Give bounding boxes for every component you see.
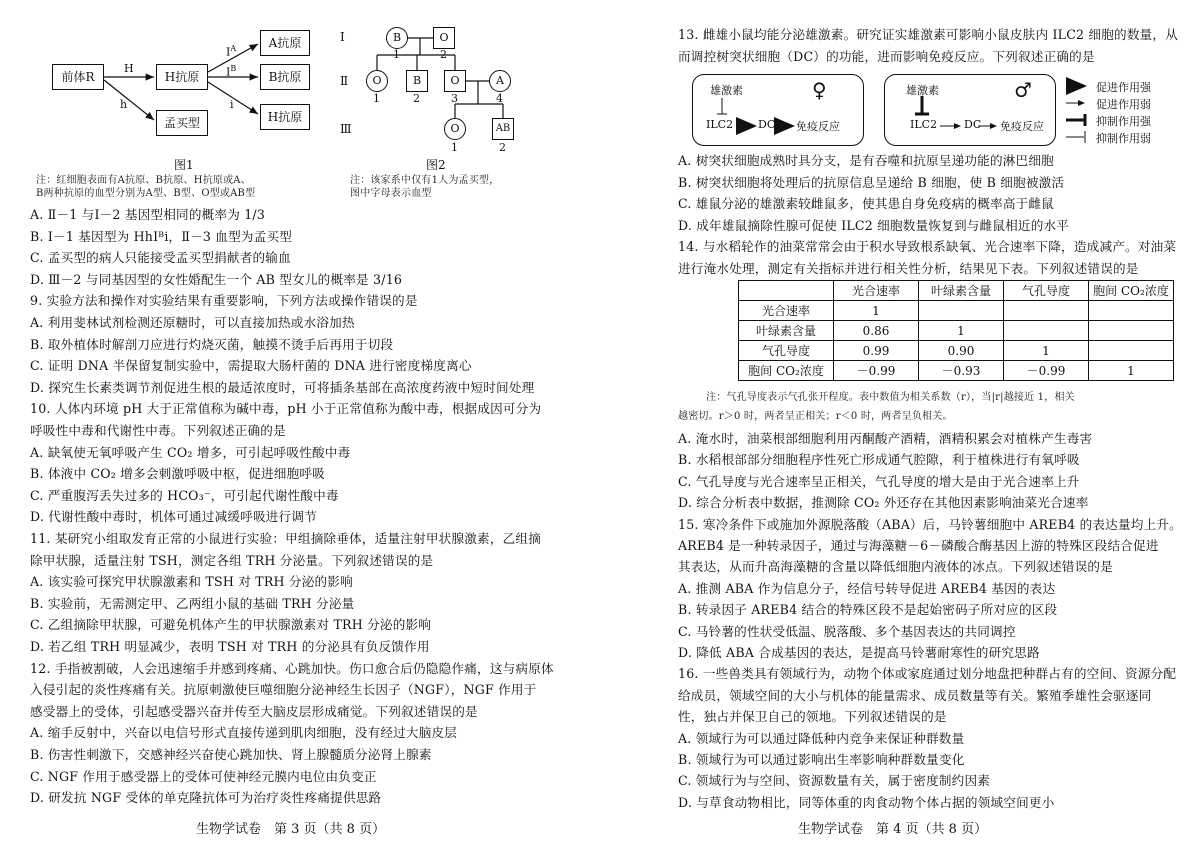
- answer-option: A. 缩手反射中，兴奋以电信号形式直接传递到肌肉细胞，没有经过大脑皮层: [30, 725, 458, 741]
- male-symbol: ♂: [1014, 78, 1032, 102]
- answer-option: C. 马铃薯的性状受低温、脱落酸、多个基因表达的共同调控: [678, 623, 1016, 639]
- table-row-label: 气孔导度: [739, 341, 834, 361]
- table-cell: [1004, 301, 1089, 321]
- table-cell: [919, 301, 1004, 321]
- h-antigen-box: H抗原: [156, 64, 208, 90]
- pedigree-III-1-female: O: [444, 118, 466, 140]
- answer-option: B. 水稻根部部分细胞程序性死亡形成通气腔隙，利于植株进行有氧呼吸: [678, 452, 1080, 468]
- question-stem-line: 9. 实验方法和操作对实验结果有重要影响，下列方法或操作错误的是: [30, 293, 418, 309]
- table-row-label: 胞间 CO₂浓度: [739, 361, 834, 381]
- legend-weak-inhibit: 抑制作用弱: [1096, 132, 1151, 145]
- male-hormone-label: 雄激素: [906, 84, 939, 97]
- female-hormone-label: 雄激素: [710, 84, 743, 97]
- table-cell: 0.90: [919, 341, 1004, 361]
- h-antigen-result-box: H抗原: [260, 104, 310, 130]
- table-cell: 1: [834, 301, 919, 321]
- bombay-type-box: 孟买型: [156, 110, 208, 136]
- question-stem-line: 11. 某研究小组取发育正常的小鼠进行实验：甲组摘除垂体，适量注射甲状腺激素，乙组摘: [30, 531, 541, 546]
- female-immune-label: 免疫反应: [796, 120, 840, 133]
- table-header-cell: 气孔导度: [1004, 281, 1089, 301]
- answer-option: C. 证明 DNA 半保留复制实验中，需提取大肠杆菌的 DNA 进行密度梯度离心: [30, 358, 472, 374]
- answer-option: A. 淹水时，油菜根部细胞利用丙酮酸产酒精，酒精积累会对植株产生毒害: [678, 431, 1093, 446]
- table-header-cell: 光合速率: [834, 281, 919, 301]
- table-cell: 1: [1089, 361, 1174, 381]
- answer-option: C. 雄鼠分泌的雄激素较雌鼠多，使其患自身免疫病的概率高于雌鼠: [678, 196, 1055, 211]
- pedigree-II-4-female: A: [489, 70, 511, 92]
- question-stem-line: 16. 一些兽类具有领域行为，动物个体或家庭通过划分地盘把种群占有的空间、资源分配: [678, 666, 1177, 682]
- figure-1-note-line-1: 注：红细胞表面有A抗原、B抗原、H抗原或A、: [36, 175, 251, 186]
- male-immune-label: 免疫反应: [1000, 120, 1044, 133]
- answer-option: D. Ⅲ－2 与同基因型的女性婚配生一个 AB 型女儿的概率是 3/16: [30, 271, 403, 287]
- generation-III-label: Ⅲ: [340, 122, 352, 136]
- table-row: [739, 321, 1174, 341]
- question-stem-line: 13. 雌雄小鼠均能分泌雄激素。研究证实雄激素可影响小鼠皮肤内 ILC2 细胞的数量，从: [678, 27, 1179, 42]
- question-stem-continuation: 入侵引起的炎性疼痛有关。抗原刺激使巨噬细胞分泌神经生长因子（NGF），NGF 作用于: [30, 682, 537, 698]
- legend-weak-promote: 促进作用弱: [1096, 98, 1151, 111]
- generation-II-label: Ⅱ: [340, 74, 349, 88]
- table-row: [739, 341, 1174, 361]
- table-header-row: [739, 281, 1174, 301]
- male-ilc2-label: ILC2: [910, 118, 938, 131]
- answer-option: B. 取外植体时解剖刀应进行灼烧灭菌，触摸不烫手后再用于切段: [30, 336, 394, 352]
- answer-option: C. 领域行为与空间、资源数量有关，属于密度制约因素: [678, 773, 991, 789]
- pedigree-III-1-number: 1: [451, 141, 458, 154]
- table-cell: －0.93: [919, 361, 1004, 381]
- left-page-footer: 生物学试卷 第 3 页（共 8 页）: [196, 822, 386, 837]
- pedigree-II-3-number: 3: [451, 92, 458, 105]
- answer-option: B. 领域行为可以通过影响出生率影响种群数量变化: [678, 752, 965, 767]
- gene-i-label: i: [230, 98, 234, 111]
- question-stem-line: 12. 手指被割破，人会迅速缩手并感到疼痛、心跳加快。伤口愈合后仍隐隐作痛，这与病原体: [30, 660, 554, 676]
- gene-h-label: h: [120, 98, 128, 111]
- question-stem-continuation: 给成员，领域空间的大小与机体的能量需求、成员数量等有关。繁殖季雄性会驱逐同: [678, 687, 1152, 703]
- table-row: [739, 301, 1174, 321]
- answer-option: C. 乙组摘除甲状腺，可避免机体产生的甲状腺激素对 TRH 分泌的影响: [30, 617, 432, 633]
- answer-option: B. Ⅰ－1 基因型为 HhIᴮi，Ⅱ－3 血型为孟买型: [30, 228, 293, 244]
- answer-option: D. 研发抗 NGF 受体的单克隆抗体可为治疗炎性疼痛提供思路: [30, 790, 382, 806]
- answer-option: B. 体液中 CO₂ 增多会刺激呼吸中枢，促进细胞呼吸: [30, 466, 325, 482]
- answer-option: C. 严重腹泻丢失过多的 HCO₃⁻，可引起代谢性酸中毒: [30, 487, 339, 503]
- table-cell: [1089, 321, 1174, 341]
- female-dc-label: DC: [758, 118, 776, 131]
- figure-2-note-line-2: 图中字母表示血型: [350, 188, 432, 199]
- table-header-cell: 胞间 CO₂浓度: [1089, 281, 1174, 301]
- answer-option: A. 缺氧使无氧呼吸产生 CO₂ 增多，可引起呼吸性酸中毒: [30, 444, 351, 460]
- pedigree-II-1-female: O: [366, 70, 388, 92]
- pedigree-III-2-male: AB: [492, 118, 514, 140]
- pedigree-II-4-number: 4: [496, 92, 503, 105]
- table-row-label: 叶绿素含量: [739, 321, 834, 341]
- answer-option: A. 推测 ABA 作为信息分子，经信号转导促进 AREB4 基因的表达: [678, 580, 1056, 596]
- pedigree-II-3-male: O: [444, 70, 466, 92]
- figure-2-caption: 图2: [426, 158, 446, 172]
- a-antigen-box: A抗原: [260, 30, 310, 56]
- table-note-line-2: 越密切。r＞0 时，两者呈正相关；r＜0 时，两者呈负相关。: [678, 411, 953, 422]
- answer-option: C. 孟买型的病人只能接受孟买型捐献者的输血: [30, 250, 291, 266]
- table-cell: [1089, 341, 1174, 361]
- pedigree-I-1-female: B: [386, 27, 408, 49]
- legend-strong-promote: 促进作用强: [1096, 81, 1151, 94]
- pedigree-III-2-number: 2: [499, 141, 506, 154]
- answer-option: B. 转录因子 AREB4 结合的特殊区段不是起始密码子所对应的区段: [678, 602, 1058, 618]
- female-ilc2-label: ILC2: [706, 118, 734, 131]
- question-stem-line: 14. 与水稻轮作的油菜常常会由于积水导致根系缺氧、光合速率下降，造成减产。对油菜: [678, 239, 1177, 254]
- answer-option: D. 与草食动物相比，同等体重的肉食动物个体占据的领域空间更小: [678, 794, 1055, 810]
- answer-option: D. 综合分析表中数据，推测除 CO₂ 外还存在其他因素影响油菜光合速率: [678, 495, 1089, 511]
- legend-strong-inhibit: 抑制作用强: [1096, 115, 1151, 128]
- question-stem-continuation: 其表达，从而升高海藻糖的含量以降低细胞内液体的冰点。下列叙述错误的是: [678, 559, 1113, 575]
- table-cell: －0.99: [1004, 361, 1089, 381]
- answer-option: A. 该实验可探究甲状腺激素和 TSH 对 TRH 分泌的影响: [30, 574, 353, 590]
- answer-option: D. 成年雄鼠摘除性腺可促使 ILC2 细胞数量恢复到与雌鼠相近的水平: [678, 217, 1070, 233]
- table-row: [739, 361, 1174, 381]
- right-page: [600, 0, 1200, 848]
- figure-1-note-line-2: B两种抗原的血型分别为A型、B型、O型或AB型: [36, 188, 256, 199]
- precursor-r-box: 前体R: [52, 64, 104, 90]
- question-stem-continuation: AREB4 是一种转录因子，通过与海藻糖－6－磷酸合酶基因上游的特殊区段结合促进: [678, 538, 1159, 553]
- table-cell: [1004, 321, 1089, 341]
- right-page-footer: 生物学试卷 第 4 页（共 8 页）: [798, 822, 988, 837]
- pedigree-II-2-male: B: [406, 70, 428, 92]
- answer-option: A. 树突状细胞成熟时具分支，是有吞噬和抗原呈递功能的淋巴细胞: [678, 153, 1054, 168]
- answer-option: C. NGF 作用于感受器上的受体可使神经元膜内电位由负变正: [30, 768, 377, 784]
- gene-IB-label: $I^B$: [226, 64, 237, 79]
- answer-option: A. 利用斐林试剂检测还原糖时，可以直接加热或水浴加热: [30, 315, 355, 330]
- table-row-label: 光合速率: [739, 301, 834, 321]
- table-cell: 0.86: [834, 321, 919, 341]
- pedigree-II-1-number: 1: [373, 92, 380, 105]
- table-cell: [1089, 301, 1174, 321]
- question-stem-continuation: 除甲状腺，适量注射 TSH，测定各组 TRH 分泌量。下列叙述错误的是: [30, 552, 434, 568]
- pedigree-II-2-number: 2: [413, 92, 420, 105]
- figure-2-note-line-1: 注：该家系中仅有1人为孟买型，: [350, 175, 500, 186]
- figure-1-caption: 图1: [174, 158, 194, 172]
- pedigree-I-2-male: O: [433, 27, 455, 49]
- female-symbol: ♀: [812, 78, 827, 102]
- answer-option: B. 伤害性刺激下，交感神经兴奋使心跳加快、肾上腺髓质分泌肾上腺素: [30, 747, 432, 762]
- answer-option: D. 代谢性酸中毒时，机体可通过减缓呼吸进行调节: [30, 509, 317, 525]
- generation-I-label: Ⅰ: [340, 30, 345, 44]
- answer-option: A. 领域行为可以通过降低种内竞争来保证种群数量: [678, 730, 965, 746]
- answer-option: C. 气孔导度与光合速率呈正相关，气孔导度的增大是由于光合速率上升: [678, 473, 1080, 489]
- table-cell: －0.99: [834, 361, 919, 381]
- table-cell: 1: [1004, 341, 1089, 361]
- table-cell: 1: [919, 321, 1004, 341]
- answer-option: D. 降低 ABA 合成基因的表达，是提高马铃薯耐寒性的研究思路: [678, 645, 1040, 660]
- answer-option: A. Ⅱ－1 与Ⅰ－2 基因型相同的概率为 1/3: [30, 207, 266, 222]
- question-stem-line: 15. 寒冷条件下或施加外源脱落酸（ABA）后，马铃薯细胞中 AREB4 的表达量均上升。: [678, 516, 1182, 532]
- answer-option: B. 树突状细胞将处理后的抗原信息呈递给 B 细胞，使 B 细胞被激活: [678, 174, 1065, 190]
- question-stem-continuation: 呼吸性中毒和代谢性中毒。下列叙述正确的是: [30, 423, 286, 438]
- question-stem-continuation: 而调控树突状细胞（DC）的功能，进而影响免疫反应。下列叙述正确的是: [678, 48, 1095, 64]
- answer-option: B. 实验前，无需测定甲、乙两组小鼠的基础 TRH 分泌量: [30, 595, 355, 611]
- question-stem-continuation: 感受器上的受体，引起感受器兴奋并传至大脑皮层形成痛觉。下列叙述错误的是: [30, 703, 478, 719]
- table-note-line-1: 注：气孔导度表示气孔张开程度。表中数值为相关系数（r），当|r|越接近 1，相关: [706, 392, 1075, 403]
- table-header-cell: [739, 281, 834, 301]
- pedigree-I-1-number: 1: [393, 48, 400, 61]
- correlation-table: [738, 280, 1174, 381]
- question-stem-continuation: 进行淹水处理，测定有关指标并进行相关性分析，结果见下表。下列叙述错误的是: [678, 260, 1139, 276]
- question-stem-line: 10. 人体内环境 pH 大于正常值称为碱中毒，pH 小于正常值称为酸中毒，根据成因可分为: [30, 401, 542, 417]
- b-antigen-box: B抗原: [260, 64, 310, 90]
- male-dc-label: DC: [964, 118, 982, 131]
- pedigree-I-2-number: 2: [440, 48, 447, 61]
- answer-option: D. 探究生长素类调节剂促进生根的最适浓度时，可将插条基部在高浓度药液中短时间处理: [30, 379, 535, 395]
- table-header-cell: 叶绿素含量: [919, 281, 1004, 301]
- gene-IA-label: $I^A$: [226, 44, 237, 59]
- gene-H-label: H: [124, 62, 134, 75]
- answer-option: D. 若乙组 TRH 明显减少，表明 TSH 对 TRH 的分泌具有负反馈作用: [30, 639, 430, 654]
- question-stem-continuation: 性，独占并保卫自己的领地。下列叙述错误的是: [678, 709, 947, 725]
- table-cell: 0.99: [834, 341, 919, 361]
